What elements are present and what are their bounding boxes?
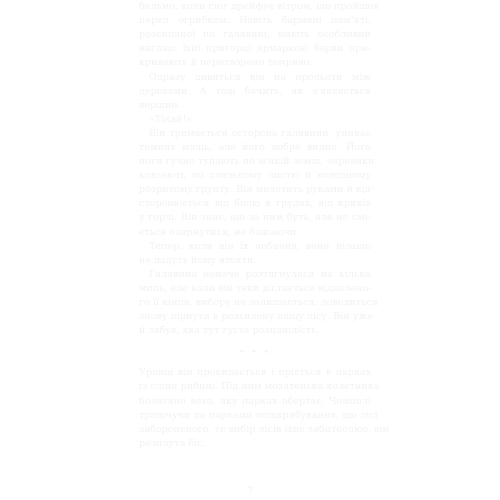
- paragraph: [139, 71, 371, 113]
- text-line: із сліпи рибині. Під ним мохатенька колєтника: [139, 381, 380, 393]
- paragraph: [139, 240, 371, 268]
- text-line: Він тримається осторонь галявини, уникає: [149, 127, 371, 139]
- text-line: темних місць, але його добре видно. Його: [139, 141, 371, 153]
- text-line: Уранці він прокидається і пріється в парках: [139, 367, 371, 379]
- text-line: ноги гучно тупають по м'якій землі, черевики: [139, 156, 375, 168]
- section-separator: • • •: [239, 348, 271, 359]
- text-line: тріпочучи по парками пошкрябування, що лісі: [139, 409, 378, 421]
- text-line: не дадуть йому втекти.: [139, 254, 257, 266]
- paragraph: [139, 113, 371, 127]
- text-line: болотяно вехо, яку парках обертає. Чомполі: [139, 395, 371, 407]
- text-line: бельмо, коли сніг дрейфує вітром, що пройшов: [139, 1, 379, 12]
- text-line: го її кінця, вибору не залишається: доводиться: [139, 297, 378, 309]
- text-line: миль, але коли він таки дістається віддалено-: [139, 282, 372, 294]
- text-line: розплута біс.: [139, 437, 206, 449]
- page-number: 7: [246, 486, 254, 497]
- text-line: ковзають по слизькому листю й холодному: [139, 170, 371, 182]
- text-line: кривають й перетворено темряво.: [139, 57, 313, 69]
- text-line: розритому ґрунту. Він молотить руками й від-: [139, 184, 374, 196]
- text-line: Тепер, коли він їх побачив, вони нізащо: [149, 240, 371, 252]
- paragraph: [139, 127, 375, 240]
- text-line: знову пірнути в розхилену пащу лісу. Він уже: [139, 311, 373, 323]
- paragraph: [139, 268, 378, 338]
- text-line: перед огрибком. Навіть бармені пам'яті,: [139, 15, 371, 27]
- text-line: вигляд: їхні пригорці ярмаркові барви при-: [139, 43, 371, 55]
- text-line: деревами. А тоді бачить, як з'являється: [139, 85, 371, 97]
- text-line: забороненого, те вибір лісів їхнє забитоолюо, він: [139, 423, 389, 435]
- text-line: сторонюється від болю в грудях, від криків: [139, 198, 371, 210]
- text-line: Галявина неначе розтягнулася на кілька: [149, 268, 371, 280]
- text-line: ється озирнутися, не бажаючи.: [139, 226, 300, 238]
- text-line: розсипаної по галявині, мають особливий: [139, 29, 371, 41]
- paragraph: [139, 366, 389, 451]
- text-line: «Тікай!»: [149, 113, 193, 125]
- text-line: й забув, яка тут густа розпанілість.: [139, 325, 320, 337]
- paragraph: [139, 0, 379, 70]
- text-line: вершин.: [139, 99, 181, 111]
- text-line: у горлі. Він знає, що за ним буть, але не смі-: [139, 212, 371, 224]
- text-line: Одразу дивиться він на прольоти між: [149, 71, 371, 83]
